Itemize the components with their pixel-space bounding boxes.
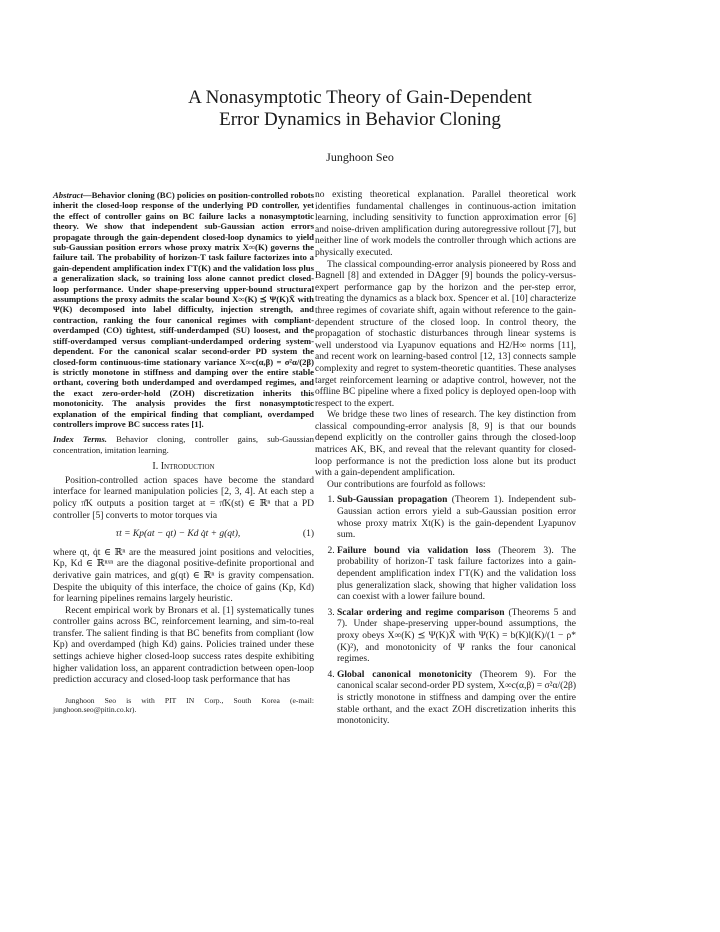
contributions-list [315,495,576,727]
abstract-label: Abstract— [53,190,92,200]
intro-paragraph-3: Recent empirical work by Bronars et al. [1] systematically tunes controller gains across BC, reinforcement learning, and sim-to-real transfer. The salient finding is that BC benefits from compliant (low Kp) and overdamped (high Kd) gains. Policies trained under these settings achieve higher closed-loop success rates despite exhibiting higher validation loss, an apparent contradiction between open-loop prediction accuracy and closed-loop task performance that has [53,605,314,686]
left-column [53,190,314,715]
title-line-1: A Nonasymptotic Theory of Gain-Dependent [188,87,532,108]
right-paragraph-4: Our contributions are fourfold as follows: [327,479,486,490]
contribution-item: 3. Scalar ordering and regime comparison (Theorems 5 and 7). Under shape-preserving upper-bound assumptions, the proxy obeys X∞(K) ⪯ Ψ(K)X̄ with Ψ(K) = b(K)l(K)/(1 − ρ*(K)²), and monotonicity of Ψ ranks the four canonical regimes. [337,608,576,666]
footnote: Junghoon Seo is with PIT IN Corp., South Korea (e-mail: junghoon.seo@pitin.co.kr). [53,695,314,715]
right-paragraph-2: The classical compounding-error analysis pioneered by Ross and Bagnell [8] and extended in DAgger [9] bounds the policy-versus-expert performance gap by the horizon and the per-step error, treating the dynamics as a black box. Spencer et al. [10] characterize three regimes of covariate shift, again without reference to the gain-dependent structure of the closed loop. In control theory, the propagation of stochastic disturbances through linear systems is well understood via Lyapunov equations and H2/H∞ norms [11], and recent work on learning-based control [12, 13] connects sample complexity and regret to system-theoretic quantities. These analyses target reinforcement learning or adaptive control, however, not the offline BC pipeline where a fixed policy is deployed open-loop with respect to the expert. [315,259,576,409]
intro-paragraph-1: Position-controlled action spaces have become the standard interface for learned manipulation policies [2, 3, 4]. At each step a policy π̂K outputs a position target at = π̂K(st) ∈ ℝⁿ that a PD controller [5] converts to motor torques via [53,475,314,521]
right-column [315,190,576,732]
index-terms-text: Behavior cloning, controller gains, sub-Gaussian concentration, imitation learning. [53,434,314,455]
equation-1 [53,529,314,541]
section-heading-introduction: I. Introduction [152,461,215,473]
paper-title [120,87,600,131]
intro-paragraph-2: where qt, q̇t ∈ ℝⁿ are the measured joint positions and velocities, Kp, Kd ∈ ℝⁿˣⁿ are the diagonal positive-definite proportional and derivative gain matrices, and g(qt) ∈ ℝⁿ is gravity compensation. Despite the ubiquity of this interface, the choice of gains (Kp, Kd) for learning pipelines remains largely heuristic. [53,547,314,605]
abstract-text: Behavior cloning (BC) policies on position-controlled robots inherit the closed-loop response of the underlying PD controller, yet the effect of controller gains on BC failure lacks a nonasymptotic theory. We show that independent sub-Gaussian action errors propagate through the gain-dependent closed-loop dynamics to yield sub-Gaussian position errors whose proxy matrix X∞(K) governs the failure tail. The probability of horizon-T task failure factorizes into a gain-dependent amplification index ΓT(K) and the validation loss plus a generalization slack, so training loss alone cannot predict closed-loop performance. Under shape-preserving upper-bound structural assumptions the proxy admits the scalar bound X∞(K) ⪯ Ψ(K)X̄ with Ψ(K) decomposed into label difficulty, injection strength, and contraction, ranking the four canonical regimes with compliant-overdamped (CO) tightest, stiff-underdamped (SU) loosest, and the stiff-overdamped versus compliant-underdamped ordering system-dependent. For the canonical scalar second-order PD system the closed-form continuous-time stationary variance X∞c(α,β) = σ²α/(2β) is strictly monotone in stiffness and damping over the entire stable orthant, covering both underdamped and overdamped regimes, and the exact zero-order-hold (ZOH) discretization inherits this monotonicity. The analysis provides the first nonasymptotic explanation of the empirical finding that compliant, overdamped controllers improve BC success rates [1]. [53,190,314,429]
right-paragraph-1: no existing theoretical explanation. Parallel theoretical work identifies fundamental challenges in continuous-action imitation learning, including sensitivity to function approximation error [6] and noise-driven amplification during autoregressive rollout [7], but neither line of work models the controller through which actions are physically executed. [315,190,576,258]
index-terms [53,434,314,455]
contribution-item: 1. Sub-Gaussian propagation (Theorem 1). Independent sub-Gaussian action errors yield a sub-Gaussian position error whose proxy matrix Xt(K) is the gain-dependent Lyapunov sum. [337,495,576,541]
equation-body: τt = Kp(at − qt) − Kd q̇t + g(qt), [115,529,241,540]
contribution-item: 2. Failure bound via validation loss (Theorem 3). The probability of horizon-T task failure factorizes into a gain-dependent amplification index ΓT(K) and the validation loss plus generalization slack, showing that higher validation loss can coexist with a lower failure bound. [337,546,576,604]
contribution-item: 4. Global canonical monotonicity (Theorem 9). For the canonical scalar second-order PD system, X∞c(α,β) = σ²α/(2β) is strictly monotone in stiffness and damping over the entire stable orthant, and the exact ZOH discretization inherits this monotonicity. [337,670,576,728]
index-terms-label: Index Terms. [53,434,107,445]
abstract [53,190,314,429]
right-paragraph-3: We bridge these two lines of research. The key distinction from classical compounding-error analysis [8, 9] is that our bounds depend explicitly on the controller gains through the closed-loop matrices AK, BK, and reveal that the relevant quantity for closed-loop performance is not the prediction loss alone but its product with a gain-dependent amplification. [315,410,576,479]
equation-number: (1) [302,529,314,540]
title-line-2: Error Dynamics in Behavior Cloning [219,109,501,130]
author: Junghoon Seo [326,150,394,164]
